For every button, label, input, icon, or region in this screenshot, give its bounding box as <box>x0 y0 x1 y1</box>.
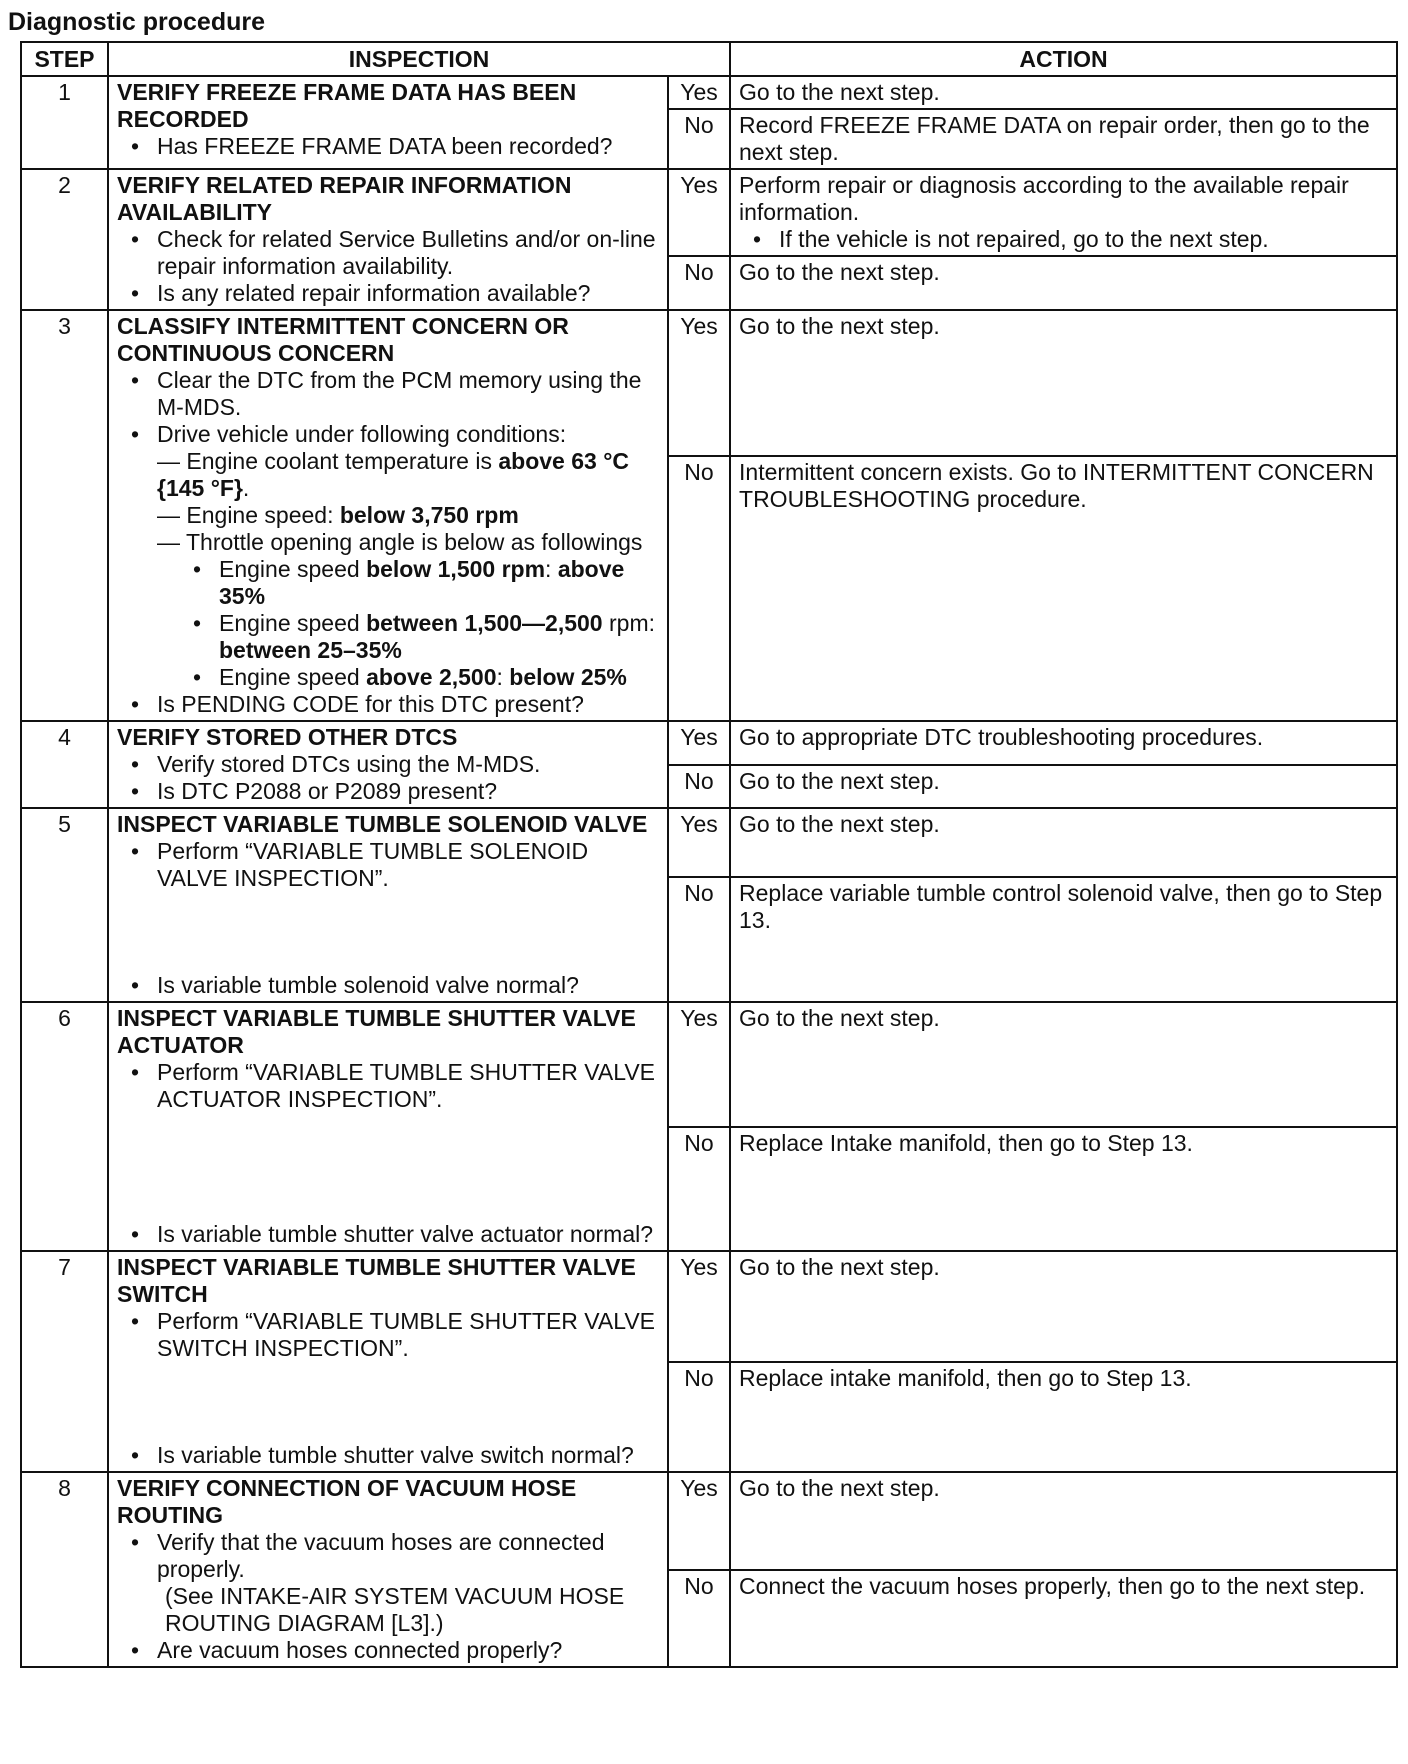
yes-action: Go to appropriate DTC troubleshooting procedures. <box>730 721 1397 765</box>
yes-label: Yes <box>668 310 730 456</box>
inspection-bullet: • Is variable tumble solenoid valve normal? <box>117 972 659 999</box>
table-row <box>21 721 1397 765</box>
yes-label: Yes <box>668 76 730 109</box>
no-action: Replace Intake manifold, then go to Step 13. <box>730 1127 1397 1252</box>
throttle-sublist <box>117 556 659 691</box>
inspection-header: INSPECTION <box>108 42 730 76</box>
step-number: 7 <box>21 1251 108 1472</box>
no-action: Go to the next step. <box>730 765 1397 809</box>
action-header: ACTION <box>730 42 1397 76</box>
yes-action-bullet: • If the vehicle is not repaired, go to the next step. <box>739 226 1388 253</box>
throttle-condition: • Engine speed above 2,500: below 25% <box>189 664 659 691</box>
no-action: Replace variable tumble control solenoid valve, then go to Step 13. <box>730 877 1397 1002</box>
no-action: Intermittent concern exists. Go to INTERMITTENT CONCERN TROUBLESHOOTING procedure. <box>730 456 1397 721</box>
step-heading: INSPECT VARIABLE TUMBLE SHUTTER VALVE SWITCH <box>117 1254 636 1307</box>
throttle-condition: • Engine speed between 1,500—2,500 rpm: between 25–35% <box>189 610 659 664</box>
step-number: 1 <box>21 76 108 169</box>
step-number: 8 <box>21 1472 108 1667</box>
table-row <box>21 808 1397 877</box>
inspection-cell <box>108 169 668 310</box>
no-action: Replace intake manifold, then go to Step 13. <box>730 1362 1397 1473</box>
step-heading: VERIFY RELATED REPAIR INFORMATION AVAILABILITY <box>117 172 572 225</box>
no-label: No <box>668 1127 730 1252</box>
inspection-bullet: • Is variable tumble shutter valve switch normal? <box>117 1442 659 1469</box>
yes-action: Go to the next step. <box>730 310 1397 456</box>
no-action: Go to the next step. <box>730 256 1397 310</box>
table-row <box>21 76 1397 109</box>
no-action: Record FREEZE FRAME DATA on repair order, then go to the next step. <box>730 109 1397 169</box>
inspection-bullet: • Drive vehicle under following conditions: <box>117 421 659 448</box>
condition-item: — Throttle opening angle is below as followings <box>157 529 643 555</box>
table-row <box>21 169 1397 256</box>
yes-action: Go to the next step. <box>730 76 1397 109</box>
inspection-cell <box>108 310 668 721</box>
table-row <box>21 1251 1397 1362</box>
condition-item: — Engine speed: below 3,750 rpm <box>157 502 519 528</box>
condition-item: — Engine coolant temperature is above 63 °C {145 °F}. <box>157 448 630 501</box>
yes-label: Yes <box>668 1002 730 1127</box>
yes-label: Yes <box>668 1472 730 1570</box>
step-number: 2 <box>21 169 108 310</box>
inspection-bullet: • Is any related repair information available? <box>117 280 659 307</box>
inspection-bullet: • Verify that the vacuum hoses are connected properly. (See INTAKE-AIR SYSTEM VACUUM HOSE ROUTING DIAGRAM [L3].) <box>117 1529 659 1637</box>
inspection-bullet: • Are vacuum hoses connected properly? <box>117 1637 659 1664</box>
no-label: No <box>668 109 730 169</box>
inspection-cell <box>108 1472 668 1667</box>
inspection-bullet: • Perform “VARIABLE TUMBLE SOLENOID VALVE INSPECTION”. <box>117 838 659 892</box>
table-row <box>21 1002 1397 1127</box>
no-label: No <box>668 765 730 809</box>
inspection-bullet: • Clear the DTC from the PCM memory using the M-MDS. <box>117 367 659 421</box>
header-row <box>21 42 1397 76</box>
no-label: No <box>668 456 730 721</box>
table-row <box>21 1472 1397 1570</box>
step-heading: INSPECT VARIABLE TUMBLE SHUTTER VALVE ACTUATOR <box>117 1005 636 1058</box>
step-number: 6 <box>21 1002 108 1251</box>
inspection-cell <box>108 808 668 1002</box>
no-label: No <box>668 1362 730 1473</box>
condition-list <box>117 448 659 556</box>
inspection-cell <box>108 76 668 169</box>
step-heading: CLASSIFY INTERMITTENT CONCERN OR CONTINUOUS CONCERN <box>117 313 569 366</box>
step-heading: VERIFY FREEZE FRAME DATA HAS BEEN RECORDED <box>117 79 577 132</box>
no-label: No <box>668 256 730 310</box>
step-number: 5 <box>21 808 108 1002</box>
inspection-bullet: • Is variable tumble shutter valve actuator normal? <box>117 1221 659 1248</box>
inspection-bullet: • Perform “VARIABLE TUMBLE SHUTTER VALVE SWITCH INSPECTION”. <box>117 1308 659 1362</box>
yes-action: Go to the next step. <box>730 1472 1397 1570</box>
step-number: 3 <box>21 310 108 721</box>
inspection-bullet: • Is DTC P2088 or P2089 present? <box>117 778 659 805</box>
throttle-condition: • Engine speed below 1,500 rpm: above 35% <box>189 556 659 610</box>
step-number: 4 <box>21 721 108 808</box>
no-action: Connect the vacuum hoses properly, then go to the next step. <box>730 1570 1397 1668</box>
yes-action: Go to the next step. <box>730 1002 1397 1127</box>
yes-label: Yes <box>668 1251 730 1362</box>
yes-label: Yes <box>668 169 730 256</box>
inspection-cell <box>108 1002 668 1251</box>
step-header: STEP <box>21 42 108 76</box>
yes-label: Yes <box>668 808 730 877</box>
inspection-bullet: • Has FREEZE FRAME DATA been recorded? <box>117 133 659 160</box>
no-label: No <box>668 1570 730 1668</box>
no-label: No <box>668 877 730 1002</box>
page-title: Diagnostic procedure <box>8 8 265 36</box>
inspection-bullet: • Check for related Service Bulletins and/or on-line repair information availability. <box>117 226 659 280</box>
diagnostic-table <box>20 41 1398 1668</box>
yes-action: Go to the next step. <box>730 808 1397 877</box>
inspection-bullet: • Perform “VARIABLE TUMBLE SHUTTER VALVE ACTUATOR INSPECTION”. <box>117 1059 659 1113</box>
step-heading: INSPECT VARIABLE TUMBLE SOLENOID VALVE <box>117 811 648 837</box>
yes-action: Perform repair or diagnosis according to the available repair information. <box>739 172 1349 225</box>
table-row <box>21 310 1397 456</box>
yes-action-cell <box>730 169 1397 256</box>
yes-label: Yes <box>668 721 730 765</box>
step-heading: VERIFY STORED OTHER DTCS <box>117 724 458 750</box>
inspection-bullet: • Is PENDING CODE for this DTC present? <box>117 691 659 718</box>
yes-action: Go to the next step. <box>730 1251 1397 1362</box>
inspection-cell <box>108 721 668 808</box>
step-heading: VERIFY CONNECTION OF VACUUM HOSE ROUTING <box>117 1475 577 1528</box>
see-also-reference: (See INTAKE-AIR SYSTEM VACUUM HOSE ROUTING DIAGRAM [L3].) <box>165 1583 625 1636</box>
inspection-bullet: • Verify stored DTCs using the M-MDS. <box>117 751 659 778</box>
inspection-cell <box>108 1251 668 1472</box>
